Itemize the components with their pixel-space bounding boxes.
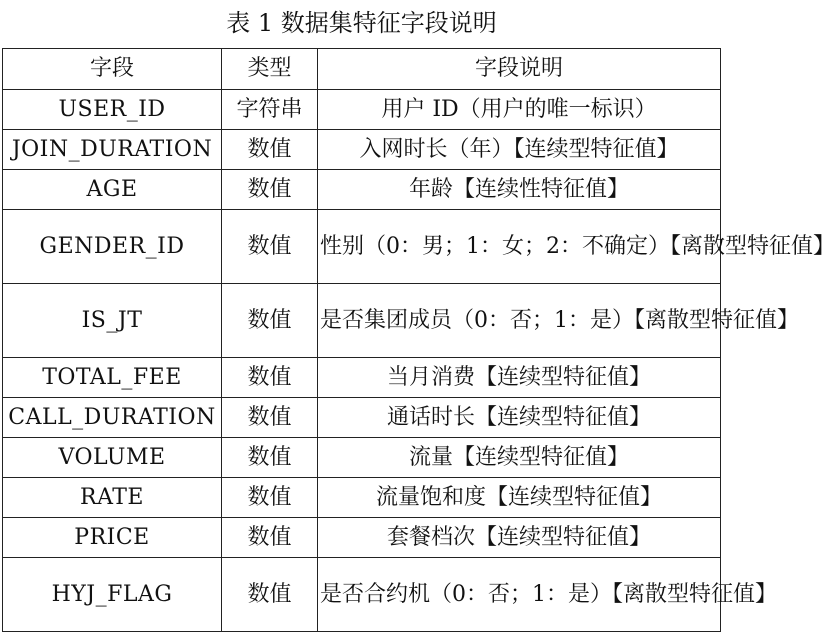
- table-row: [3, 558, 721, 632]
- field-cell: PRICE: [3, 518, 222, 558]
- type-cell: 数值: [222, 398, 318, 438]
- desc-cell: 套餐档次【连续型特征值】: [318, 518, 721, 558]
- desc-cell: 通话时长【连续型特征值】: [318, 398, 721, 438]
- field-cell: IS_JT: [3, 284, 222, 358]
- field-cell: CALL_DURATION: [3, 398, 222, 438]
- desc-cell: 年龄【连续性特征值】: [318, 170, 721, 210]
- field-cell: GENDER_ID: [3, 210, 222, 284]
- header-desc: 字段说明: [318, 49, 721, 90]
- table-row: [3, 170, 721, 210]
- desc-cell: 入网时长（年）【连续型特征值】: [318, 130, 721, 170]
- field-cell: AGE: [3, 170, 222, 210]
- table-row: [3, 130, 721, 170]
- feature-table: [2, 48, 835, 632]
- field-cell: JOIN_DURATION: [3, 130, 222, 170]
- table-row: [3, 358, 721, 398]
- table-row: [3, 398, 721, 438]
- header-row: [3, 49, 721, 90]
- desc-cell: 是否集团成员（0：否；1：是）【离散型特征值】: [318, 284, 721, 358]
- field-cell: VOLUME: [3, 438, 222, 478]
- type-cell: 数值: [222, 558, 318, 632]
- table-caption: 表 1 数据集特征字段说明: [226, 9, 497, 37]
- type-cell: 数值: [222, 478, 318, 518]
- field-cell: HYJ_FLAG: [3, 558, 222, 632]
- type-cell: 数值: [222, 358, 318, 398]
- desc-cell: 是否合约机（0：否；1：是）【离散型特征值】: [318, 558, 721, 632]
- field-cell: USER_ID: [3, 90, 222, 130]
- type-cell: 数值: [222, 284, 318, 358]
- type-cell: 数值: [222, 170, 318, 210]
- field-cell: RATE: [3, 478, 222, 518]
- field-cell: TOTAL_FEE: [3, 358, 222, 398]
- table-row: [3, 284, 721, 358]
- type-cell: 数值: [222, 130, 318, 170]
- desc-cell: 流量【连续型特征值】: [318, 438, 721, 478]
- table-row: [3, 478, 721, 518]
- table-row: [3, 210, 721, 284]
- desc-cell: 用户 ID（用户的唯一标识）: [318, 90, 721, 130]
- type-cell: 字符串: [222, 90, 318, 130]
- table-row: [3, 518, 721, 558]
- desc-cell: 当月消费【连续型特征值】: [318, 358, 721, 398]
- header-field: 字段: [3, 49, 222, 90]
- desc-cell: 流量饱和度【连续型特征值】: [318, 478, 721, 518]
- type-cell: 数值: [222, 210, 318, 284]
- type-cell: 数值: [222, 518, 318, 558]
- table-row: [3, 90, 721, 130]
- desc-cell: 性别（0：男；1：女；2：不确定）【离散型特征值】: [318, 210, 721, 284]
- header-type: 类型: [222, 49, 318, 90]
- table-row: [3, 438, 721, 478]
- type-cell: 数值: [222, 438, 318, 478]
